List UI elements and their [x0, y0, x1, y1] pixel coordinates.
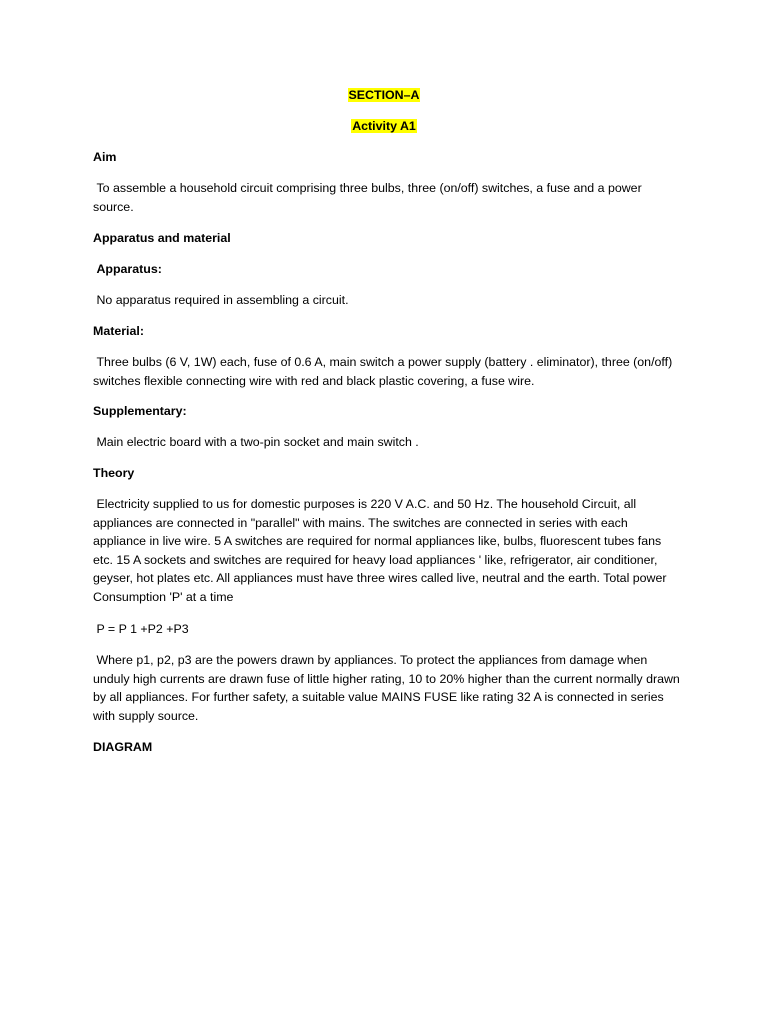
section-title-line [0, 86, 768, 105]
activity-title: Activity A1 [352, 119, 416, 133]
supplementary-text: Main electric board with a two-pin socket and main switch . [93, 435, 419, 449]
material-heading: Material: [93, 324, 144, 338]
aim-heading: Aim [93, 150, 117, 164]
apparatus-text: No apparatus required in assembling a circuit. [93, 293, 349, 307]
power-formula: P = P 1 +P2 +P3 [93, 622, 189, 636]
diagram-heading: DIAGRAM [93, 740, 153, 754]
where-text: Where p1, p2, p3 are the powers drawn by appliances. To protect the appliances from damage when unduly high currents are drawn fuse of little higher rating, 10 to 20% higher than the current normally drawn by all appliances. For further safety, a suitable value MAINS FUSE like rating 32 A is connected in series with supply source. [93, 653, 684, 723]
apparatus-heading: Apparatus: [93, 262, 162, 276]
aim-text: To assemble a household circuit comprising three bulbs, three (on/off) switches, a fuse and a power source. [93, 181, 646, 214]
supplementary-heading: Supplementary: [93, 404, 187, 418]
activity-title-line [0, 117, 768, 136]
section-title: SECTION–A [348, 88, 420, 102]
apparatus-material-heading: Apparatus and material [93, 231, 231, 245]
theory-text: Electricity supplied to us for domestic purposes is 220 V A.C. and 50 Hz. The household Circuit, all appliances are connected in "parallel" with mains. The switches are connected in series with each appliance in live wire. 5 A switches are required for normal appliances like, bulbs, fluorescent tubes fans etc. 15 A sockets and switches are required for heavy load appliances ' like, refrigerator, air conditioner, geyser, hot plates etc. All appliances must have three wires called live, neutral and the earth. Total power Consumption 'P' at a time [93, 497, 670, 604]
theory-heading: Theory [93, 466, 135, 480]
material-text: Three bulbs (6 V, 1W) each, fuse of 0.6 A, main switch a power supply (battery . eliminator), three (on/off) switches flexible connecting wire with red and black plastic covering, a fuse wire. [93, 355, 676, 388]
